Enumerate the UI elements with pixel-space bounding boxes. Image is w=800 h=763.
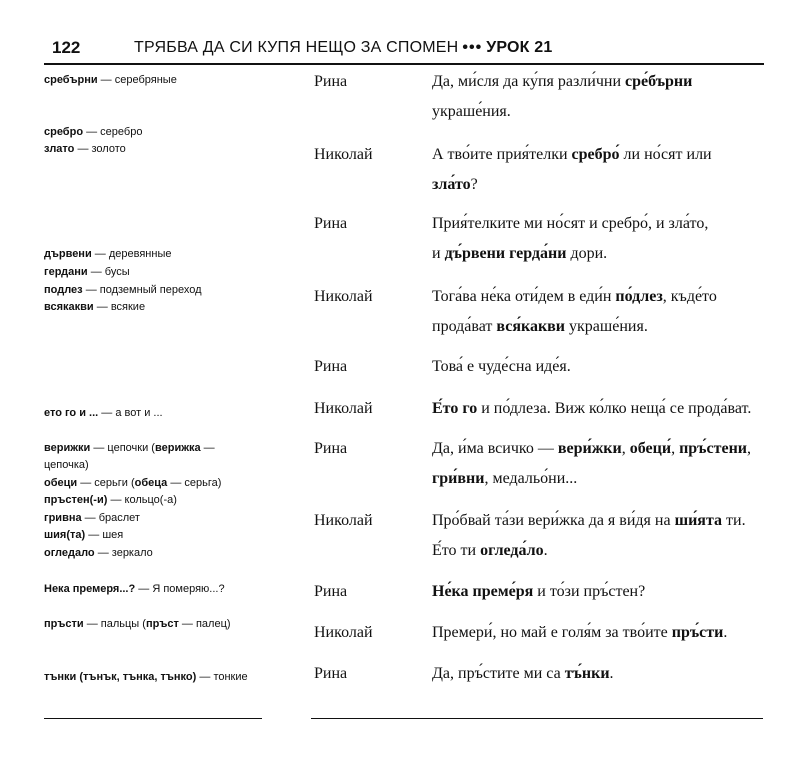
- running-title: [134, 39, 552, 57]
- glossary-entry: пръстен(-и) — кольцо(-а): [44, 494, 177, 506]
- speaker-name: Николай: [314, 400, 373, 417]
- glossary-entry: тънки (тънък, тънка, тънко) — тонкие: [44, 671, 248, 683]
- speaker-name: Николай: [314, 624, 373, 641]
- speaker-name: Рина: [314, 440, 348, 457]
- glossary-entry: всякакви — всякие: [44, 301, 146, 313]
- glossary-entry: обеци — серьги (обеца — серьга): [44, 477, 222, 489]
- glossary-entry: ето го и ... — а вот и ...: [44, 407, 163, 419]
- glossary-entry: подлез — подземный переход: [44, 284, 202, 296]
- dialogue-line: Да, ми́сля да ку́пя разли́чни сре́бърни украше́ния.: [432, 73, 693, 120]
- glossary-entry: шия(та) — шея: [44, 529, 124, 541]
- dialogue-line: Да, и́ма всичко — вери́жки, обеци́, пръ́стени, гри́вни, медальо́ни...: [432, 440, 752, 487]
- glossary-entry: гривна — браслет: [44, 512, 140, 524]
- dialogue-line: Е́то го и по́длеза. Виж ко́лко неща́ се прода́ват.: [432, 400, 752, 417]
- glossary-entry: пръсти — пальцы (пръст — палец): [44, 618, 231, 630]
- header-rule: [44, 63, 764, 65]
- glossary-entry: верижки — цепочки (верижка —: [44, 442, 215, 454]
- speaker-name: Рина: [314, 583, 348, 600]
- speaker-name: Николай: [314, 146, 373, 163]
- glossary-entry: огледало — зеркало: [44, 547, 153, 559]
- lesson-label: УРОК 21: [486, 39, 553, 56]
- glossary-entry: Нека премеря...? — Я померяю...?: [44, 583, 225, 595]
- dialogue-line: Това́ е чуде́сна иде́я.: [432, 358, 571, 375]
- dialogue-line: Да, пръ́стите ми са тъ́нки.: [432, 665, 614, 682]
- dialogue-line: Прия́телките ми но́сят и сребро́, и зла́то, и дъ́рвени герда́ни дори.: [432, 215, 709, 262]
- chapter-title: ТРЯБВА ДА СИ КУПЯ НЕЩО ЗА СПОМЕН: [134, 39, 459, 56]
- glossary-entry: гердани — бусы: [44, 266, 130, 278]
- glossary-entry: злато — золото: [44, 143, 126, 155]
- page-number: 122: [52, 38, 81, 57]
- title-separator: •••: [462, 39, 483, 56]
- footer-rule-right: [311, 718, 763, 719]
- speaker-name: Рина: [314, 215, 348, 232]
- footer-rule-left: [44, 718, 262, 719]
- speaker-name: Рина: [314, 665, 348, 682]
- speaker-name: Николай: [314, 288, 373, 305]
- glossary-entry: сребро — серебро: [44, 126, 143, 138]
- speaker-name: Николай: [314, 512, 373, 529]
- glossary-entry: дървени — деревянные: [44, 248, 172, 260]
- speaker-name: Рина: [314, 358, 348, 375]
- dialogue-line: Тога́ва не́ка оти́дем в еди́н по́длез, къде́то прода́ват вся́какви украше́ния.: [432, 288, 717, 335]
- glossary-entry-continued: цепочка): [44, 459, 89, 471]
- speaker-name: Рина: [314, 73, 348, 90]
- dialogue-line: Премери́, но май е голя́м за тво́ите пръ́сти.: [432, 624, 728, 641]
- dialogue-line: Не́ка преме́ря и то́зи пръ́стен?: [432, 583, 646, 600]
- dialogue-line: А тво́ите прия́телки сребро́ ли но́сят или зла́то?: [432, 146, 712, 193]
- dialogue-line: Про́бвай та́зи вери́жка да я ви́дя на ши́ята ти. Е́то ти огледа́ло.: [432, 512, 746, 559]
- page-header: [44, 36, 760, 62]
- glossary-entry: сребърни — серебряные: [44, 74, 177, 86]
